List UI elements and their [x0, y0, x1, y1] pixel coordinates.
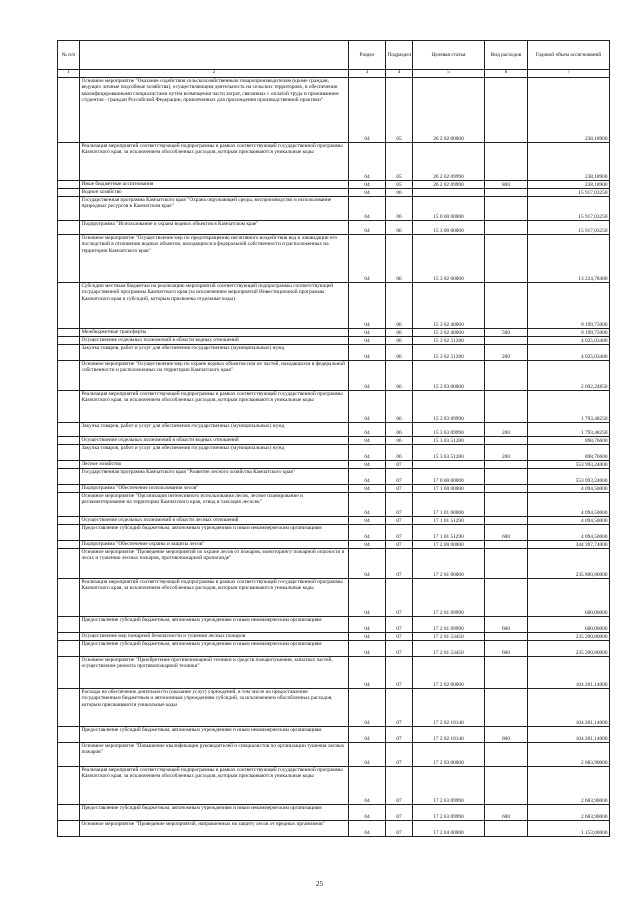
row-annual-sum: 15 917,03250 [528, 221, 610, 235]
table-row [58, 235, 610, 283]
column-number: 4 [386, 70, 413, 78]
table-row [58, 541, 610, 549]
row-target-article: 17 0 00 00000 [413, 469, 485, 485]
row-razdel: 04 [349, 181, 386, 189]
row-number [58, 197, 80, 221]
row-razdel: 04 [349, 143, 386, 181]
row-podrazdel: 06 [386, 197, 413, 221]
row-razdel: 04 [349, 549, 386, 579]
row-razdel: 04 [349, 743, 386, 767]
row-target-article [413, 461, 485, 469]
table-row [58, 525, 610, 541]
table-row [58, 805, 610, 821]
row-number [58, 143, 80, 181]
row-name: Реализация мероприятий соответствующей подпрограммы в рамках соответствующей государственной программы Камчатского края, за исключением обособленных расходов, которым присваиваются уникальные коды [80, 579, 349, 617]
row-name: Предоставление субсидий бюджетным, автономным учреждениям и иным некоммерческим организациям [80, 525, 349, 541]
row-number [58, 517, 80, 525]
row-annual-sum: 600,00000 [528, 617, 610, 633]
row-annual-sum: 15 917,03250 [528, 197, 610, 221]
row-annual-sum: 235 200,80000 [528, 641, 610, 657]
row-name: Основное мероприятие "Осуществление мер по предотвращению негативного воздействия вод и ликвидации его последствий в отношении водных объектов, находящихся в федеральной собственности и расположенных на территории Камчатского края" [80, 235, 349, 283]
row-name: Основное мероприятие "Осуществление мер по охране водных объектов или их частей, находящихся в федеральной собственности и расположенных на территории Камчатского края" [80, 361, 349, 391]
row-name: Расходы на обеспечение деятельности (оказание услуг) учреждений, в том числе на предоставление государственным бюджетным и автономным учреждениям субсидий, за исключением обособленных расходов, которым присваиваются уникальные коды [80, 689, 349, 727]
row-expense-type [485, 221, 528, 235]
row-podrazdel: 07 [386, 549, 413, 579]
row-target-article: 17 2 02 00000 [413, 657, 485, 689]
row-name: Межбюджетные трансферты [80, 329, 349, 337]
row-target-article: 15 3 02 40060 [413, 329, 485, 337]
column-number: 3 [349, 70, 386, 78]
table-row [58, 197, 610, 221]
row-podrazdel: 07 [386, 657, 413, 689]
row-razdel: 04 [349, 423, 386, 437]
row-annual-sum: 4 094,50000 [528, 525, 610, 541]
row-name: Предоставление субсидий бюджетным, автономным учреждениям и иным некоммерческим организациям [80, 617, 349, 633]
row-podrazdel: 07 [386, 617, 413, 633]
header-razdel: Раздел [349, 41, 386, 70]
row-razdel: 04 [349, 767, 386, 805]
row-expense-type: 200 [485, 345, 528, 361]
row-expense-type: 200 [485, 423, 528, 437]
row-expense-type: 600 [485, 727, 528, 743]
row-target-article: 15 3 02 40060 [413, 283, 485, 329]
row-number [58, 469, 80, 485]
table-row [58, 221, 610, 235]
row-razdel: 04 [349, 517, 386, 525]
row-name: Предоставление субсидий бюджетным, автономным учреждениям и иным некоммерческим организациям [80, 805, 349, 821]
row-name: Закупка товаров, работ и услуг для обеспечения государственных (муниципальных) нужд [80, 445, 349, 461]
row-podrazdel: 07 [386, 461, 413, 469]
row-target-article: 17 2 01 09990 [413, 579, 485, 617]
row-annual-sum: 553 993,24000 [528, 461, 610, 469]
row-expense-type [485, 361, 528, 391]
row-podrazdel: 06 [386, 221, 413, 235]
row-annual-sum: 235 800,80000 [528, 549, 610, 579]
row-expense-type [485, 337, 528, 345]
row-annual-sum: 238,18900 [528, 143, 610, 181]
row-podrazdel: 05 [386, 78, 413, 143]
row-number [58, 437, 80, 445]
row-razdel: 04 [349, 727, 386, 743]
table-row [58, 743, 610, 767]
row-annual-sum: 1 793,48250 [528, 391, 610, 423]
row-number [58, 423, 80, 437]
row-number [58, 235, 80, 283]
row-annual-sum: 235 200,80000 [528, 633, 610, 641]
row-expense-type [485, 657, 528, 689]
column-number: 2 [80, 70, 349, 78]
row-podrazdel: 06 [386, 329, 413, 337]
row-expense-type [485, 461, 528, 469]
row-annual-sum: 1 793,48250 [528, 423, 610, 437]
row-annual-sum: 104 261,14000 [528, 727, 610, 743]
table-row [58, 361, 610, 391]
table-body [58, 78, 610, 837]
row-target-article: 17 1 01 00000 [413, 493, 485, 517]
row-name: Основное мероприятие "Оказание содействия сельскохозяйственным товаропроизводителям (кроме граждан, ведущих личные подсобные хозяйства), осуществляющим деятельность на сельских территориях, в обеспечении квалифицированными специалистами путем возмещения части затрат, связанных с оплатой труда и проживанием студентов - граждан Российской Федерации, привлеченных для прохождения производственной практики" [80, 78, 349, 143]
row-number [58, 549, 80, 579]
row-name: Водное хозяйство [80, 189, 349, 197]
row-expense-type [485, 235, 528, 283]
row-target-article: 17 2 02 10140 [413, 727, 485, 743]
row-number [58, 493, 80, 517]
row-podrazdel: 06 [386, 437, 413, 445]
table-row [58, 345, 610, 361]
table-row [58, 633, 610, 641]
row-number [58, 525, 80, 541]
row-expense-type [485, 485, 528, 493]
row-number [58, 485, 80, 493]
row-target-article: 15 3 03 09990 [413, 391, 485, 423]
row-razdel: 04 [349, 221, 386, 235]
row-name: Основное мероприятие "Организация интенсивного использования лесов, лесное планирование и регламентирование на территории Камчатского края, отвод и таксация лесосек" [80, 493, 349, 517]
row-podrazdel: 07 [386, 767, 413, 805]
row-number [58, 805, 80, 821]
row-razdel: 04 [349, 633, 386, 641]
row-number [58, 633, 80, 641]
row-number [58, 329, 80, 337]
header-name [80, 41, 349, 70]
row-name: Закупка товаров, работ и услуг для обеспечения государственных (муниципальных) нужд [80, 423, 349, 437]
table-row [58, 485, 610, 493]
column-number: 7 [528, 70, 610, 78]
row-annual-sum: 898,76600 [528, 445, 610, 461]
row-target-article: 17 1 01 51290 [413, 517, 485, 525]
row-name: Осуществление отдельных полномочий в области лесных отношений [80, 517, 349, 525]
budget-table [57, 40, 610, 837]
table-row [58, 657, 610, 689]
table-row [58, 329, 610, 337]
row-podrazdel: 07 [386, 525, 413, 541]
table-row [58, 423, 610, 437]
row-target-article: 15 3 03 51280 [413, 445, 485, 461]
row-razdel: 04 [349, 821, 386, 837]
row-podrazdel: 06 [386, 235, 413, 283]
row-annual-sum: 4 025,03400 [528, 345, 610, 361]
row-target-article: 17 2 01 00000 [413, 549, 485, 579]
row-number [58, 641, 80, 657]
row-podrazdel: 07 [386, 517, 413, 525]
row-razdel: 04 [349, 445, 386, 461]
header-num: № п/п [58, 41, 80, 70]
row-annual-sum: 4 025,03400 [528, 337, 610, 345]
row-target-article: 17 1 00 00000 [413, 485, 485, 493]
row-name: Субсидии местным бюджетам на реализацию мероприятий соответствующей подпрограммы соответствующей государственной программы Камчатского края (за исключением мероприятий Инвестиционной программы Камчатского края и субсидий, которым присвоены отдельные коды) [80, 283, 349, 329]
header-target-article: Целевая статья [413, 41, 485, 70]
row-name: Государственная программа Камчатского края "Охрана окружающей среды, воспроизводство и использование природных ресурсов в Камчатском крае" [80, 197, 349, 221]
row-expense-type: 500 [485, 329, 528, 337]
row-name: Основное мероприятие "Проведение мероприятий, направленных на защиту лесов от вредных организмов" [80, 821, 349, 837]
row-expense-type [485, 437, 528, 445]
column-number: 6 [485, 70, 528, 78]
row-target-article: 15 3 00 00000 [413, 221, 485, 235]
table-row [58, 767, 610, 805]
table-row [58, 391, 610, 423]
row-number [58, 727, 80, 743]
row-razdel: 04 [349, 689, 386, 727]
table-row [58, 445, 610, 461]
row-target-article: 17 2 00 00000 [413, 541, 485, 549]
row-podrazdel: 05 [386, 181, 413, 189]
row-razdel: 04 [349, 283, 386, 329]
row-number [58, 767, 80, 805]
row-podrazdel: 05 [386, 143, 413, 181]
row-number [58, 541, 80, 549]
row-razdel: 04 [349, 361, 386, 391]
row-name: Основное мероприятие "Проведение мероприятий по охране лесов от пожаров, мониторингу пожарной опасности в лесах и тушению лесных пожаров, противопожарной пропаганде" [80, 549, 349, 579]
table-row [58, 337, 610, 345]
row-target-article: 17 1 01 51290 [413, 525, 485, 541]
row-podrazdel: 06 [386, 445, 413, 461]
row-annual-sum: 15 917,03250 [528, 189, 610, 197]
row-number [58, 617, 80, 633]
row-target-article: 17 2 02 10140 [413, 689, 485, 727]
row-number [58, 361, 80, 391]
header-podrazdel: Подраздел [386, 41, 413, 70]
row-expense-type [485, 283, 528, 329]
column-number-row [58, 70, 610, 78]
row-number [58, 821, 80, 837]
row-number [58, 579, 80, 617]
table-row [58, 641, 610, 657]
row-target-article [413, 189, 485, 197]
row-name: Лесное хозяйство [80, 461, 349, 469]
row-razdel: 04 [349, 641, 386, 657]
row-number [58, 181, 80, 189]
row-expense-type [485, 689, 528, 727]
row-expense-type [485, 78, 528, 143]
row-razdel: 04 [349, 391, 386, 423]
table-row [58, 549, 610, 579]
row-name: Предоставление субсидий бюджетным, автономным учреждениям и иным некоммерческим организациям [80, 641, 349, 657]
table-row [58, 437, 610, 445]
row-expense-type: 800 [485, 181, 528, 189]
table-row [58, 579, 610, 617]
row-target-article: 17 2 01 09990 [413, 617, 485, 633]
row-expense-type [485, 743, 528, 767]
row-target-article: 17 2 03 00000 [413, 743, 485, 767]
row-annual-sum: 104 261,14000 [528, 689, 610, 727]
row-razdel: 04 [349, 197, 386, 221]
row-expense-type: 200 [485, 445, 528, 461]
table-row [58, 181, 610, 189]
row-podrazdel: 06 [386, 391, 413, 423]
row-number [58, 743, 80, 767]
row-razdel: 04 [349, 189, 386, 197]
row-razdel: 04 [349, 525, 386, 541]
row-name: Государственная программа Камчатского края "Развитие лесного хозяйства Камчатского края" [80, 469, 349, 485]
row-expense-type [485, 767, 528, 805]
table-row [58, 493, 610, 517]
row-name: Основное мероприятие "Повышение квалификации руководителей и специалистов по организации тушения лесных пожаров" [80, 743, 349, 767]
row-target-article: 17 2 01 53450 [413, 641, 485, 657]
row-expense-type [485, 541, 528, 549]
row-razdel: 04 [349, 617, 386, 633]
row-expense-type [485, 549, 528, 579]
row-podrazdel: 06 [386, 361, 413, 391]
row-expense-type [485, 579, 528, 617]
row-expense-type [485, 517, 528, 525]
row-name: Закупка товаров, работ и услуг для обеспечения государственных (муниципальных) нужд [80, 345, 349, 361]
table-row [58, 727, 610, 743]
row-number [58, 391, 80, 423]
row-name: Реализация мероприятий соответствующей подпрограммы в рамках соответствующей государственной программы Камчатского края, за исключением обособленных расходов, которым присваиваются уникальные коды [80, 767, 349, 805]
table-row [58, 189, 610, 197]
row-razdel: 04 [349, 345, 386, 361]
row-annual-sum: 4 094,50000 [528, 493, 610, 517]
row-razdel: 04 [349, 329, 386, 337]
row-expense-type [485, 143, 528, 181]
table-header-row [58, 41, 610, 70]
row-annual-sum: 898,76600 [528, 437, 610, 445]
row-razdel: 04 [349, 579, 386, 617]
row-expense-type [485, 189, 528, 197]
row-podrazdel: 07 [386, 579, 413, 617]
row-number [58, 189, 80, 197]
row-name: Осуществление отдельных полномочий в области водных отношений [80, 437, 349, 445]
table-row [58, 461, 610, 469]
row-target-article: 15 3 03 51280 [413, 437, 485, 445]
row-razdel: 04 [349, 541, 386, 549]
row-razdel: 04 [349, 493, 386, 517]
row-annual-sum: 2 692,24850 [528, 361, 610, 391]
row-expense-type: 600 [485, 641, 528, 657]
row-podrazdel: 07 [386, 633, 413, 641]
row-number [58, 657, 80, 689]
row-annual-sum: 2 683,90000 [528, 767, 610, 805]
row-expense-type [485, 197, 528, 221]
row-annual-sum: 4 094,50000 [528, 485, 610, 493]
row-number [58, 337, 80, 345]
row-razdel: 04 [349, 657, 386, 689]
row-podrazdel: 06 [386, 189, 413, 197]
column-number: 1 [58, 70, 80, 78]
row-number [58, 78, 80, 143]
row-target-article: 26 2 02 09990 [413, 143, 485, 181]
row-annual-sum: 238,18900 [528, 181, 610, 189]
row-annual-sum: 238,18900 [528, 78, 610, 143]
row-podrazdel: 07 [386, 727, 413, 743]
page-number: 25 [316, 880, 323, 888]
table-row [58, 283, 610, 329]
row-podrazdel: 07 [386, 469, 413, 485]
row-expense-type: 600 [485, 805, 528, 821]
row-annual-sum: 2 683,90000 [528, 805, 610, 821]
row-expense-type [485, 391, 528, 423]
row-name: Иные бюджетные ассигнования [80, 181, 349, 189]
row-name: Основное мероприятие "Приобретение противопожарной техники и средств пожаротушения, запасных частей, осуществление ремонта противопожарной техники" [80, 657, 349, 689]
row-razdel: 04 [349, 485, 386, 493]
table-row [58, 821, 610, 837]
row-number [58, 445, 80, 461]
table-row [58, 517, 610, 525]
row-name: Предоставление субсидий бюджетным, автономным учреждениям и иным некоммерческим организациям [80, 727, 349, 743]
table-row [58, 78, 610, 143]
row-target-article: 15 3 02 51280 [413, 345, 485, 361]
row-razdel: 04 [349, 337, 386, 345]
row-podrazdel: 06 [386, 283, 413, 329]
table-row [58, 143, 610, 181]
row-name: Реализация мероприятий соответствующей подпрограммы в рамках соответствующей государственной программы Камчатского края, за исключением обособленных расходов, которым присваиваются уникальные коды [80, 143, 349, 181]
row-podrazdel: 07 [386, 805, 413, 821]
row-annual-sum: 1 153,00000 [528, 821, 610, 837]
row-number [58, 345, 80, 361]
row-podrazdel: 07 [386, 641, 413, 657]
row-podrazdel: 06 [386, 337, 413, 345]
header-expense-type: Вид расходов [485, 41, 528, 70]
row-razdel: 04 [349, 78, 386, 143]
row-number [58, 461, 80, 469]
row-razdel: 04 [349, 805, 386, 821]
row-podrazdel: 07 [386, 689, 413, 727]
row-target-article: 15 3 03 09990 [413, 423, 485, 437]
row-podrazdel: 07 [386, 493, 413, 517]
row-annual-sum: 9 199,75000 [528, 283, 610, 329]
row-target-article: 15 3 02 00000 [413, 235, 485, 283]
row-target-article: 26 2 02 09990 [413, 181, 485, 189]
row-number [58, 689, 80, 727]
row-razdel: 04 [349, 461, 386, 469]
row-annual-sum: 4 094,50000 [528, 517, 610, 525]
row-podrazdel: 07 [386, 541, 413, 549]
row-target-article: 15 3 02 51280 [413, 337, 485, 345]
row-annual-sum: 344 397,74000 [528, 541, 610, 549]
table-row [58, 689, 610, 727]
row-target-article: 17 2 01 53450 [413, 633, 485, 641]
row-name: Осуществление мер пожарной безопасности и тушения лесных пожаров [80, 633, 349, 641]
row-podrazdel: 06 [386, 345, 413, 361]
column-number: 5 [413, 70, 485, 78]
row-target-article: 17 2 03 09990 [413, 805, 485, 821]
header-annual-sum: Годовой объем ассигнований [528, 41, 610, 70]
row-name: Подпрограмма "Использование и охрана водных объектов в Камчатском крае" [80, 221, 349, 235]
row-razdel: 04 [349, 437, 386, 445]
row-expense-type [485, 469, 528, 485]
row-number [58, 221, 80, 235]
row-expense-type [485, 821, 528, 837]
row-target-article: 15 0 00 00000 [413, 197, 485, 221]
row-expense-type [485, 493, 528, 517]
row-name: Реализация мероприятий соответствующей подпрограммы в рамках соответствующей государственной программы Камчатского края, за исключением обособленных расходов, которым присваиваются уникальные коды [80, 391, 349, 423]
row-razdel: 04 [349, 469, 386, 485]
row-target-article: 15 3 03 00000 [413, 361, 485, 391]
row-podrazdel: 07 [386, 485, 413, 493]
row-name: Подпрограмма "Обеспечение охраны и защиты лесов" [80, 541, 349, 549]
row-annual-sum: 104 261,14000 [528, 657, 610, 689]
row-annual-sum: 9 199,75000 [528, 329, 610, 337]
table-row [58, 617, 610, 633]
row-name: Осуществление отдельных полномочий в области водных отношений [80, 337, 349, 345]
row-podrazdel: 06 [386, 423, 413, 437]
row-annual-sum: 553 993,24000 [528, 469, 610, 485]
row-annual-sum: 600,00000 [528, 579, 610, 617]
row-expense-type: 600 [485, 525, 528, 541]
row-expense-type: 600 [485, 617, 528, 633]
row-target-article: 17 2 03 09990 [413, 767, 485, 805]
row-target-article: 17 2 04 00000 [413, 821, 485, 837]
row-razdel: 04 [349, 235, 386, 283]
row-number [58, 283, 80, 329]
row-target-article: 26 2 02 00000 [413, 78, 485, 143]
row-name: Подпрограмма "Обеспечение использования лесов" [80, 485, 349, 493]
row-podrazdel: 07 [386, 743, 413, 767]
table-row [58, 469, 610, 485]
row-podrazdel: 07 [386, 821, 413, 837]
row-annual-sum: 2 683,90000 [528, 743, 610, 767]
row-annual-sum: 13 224,78400 [528, 235, 610, 283]
row-expense-type [485, 633, 528, 641]
